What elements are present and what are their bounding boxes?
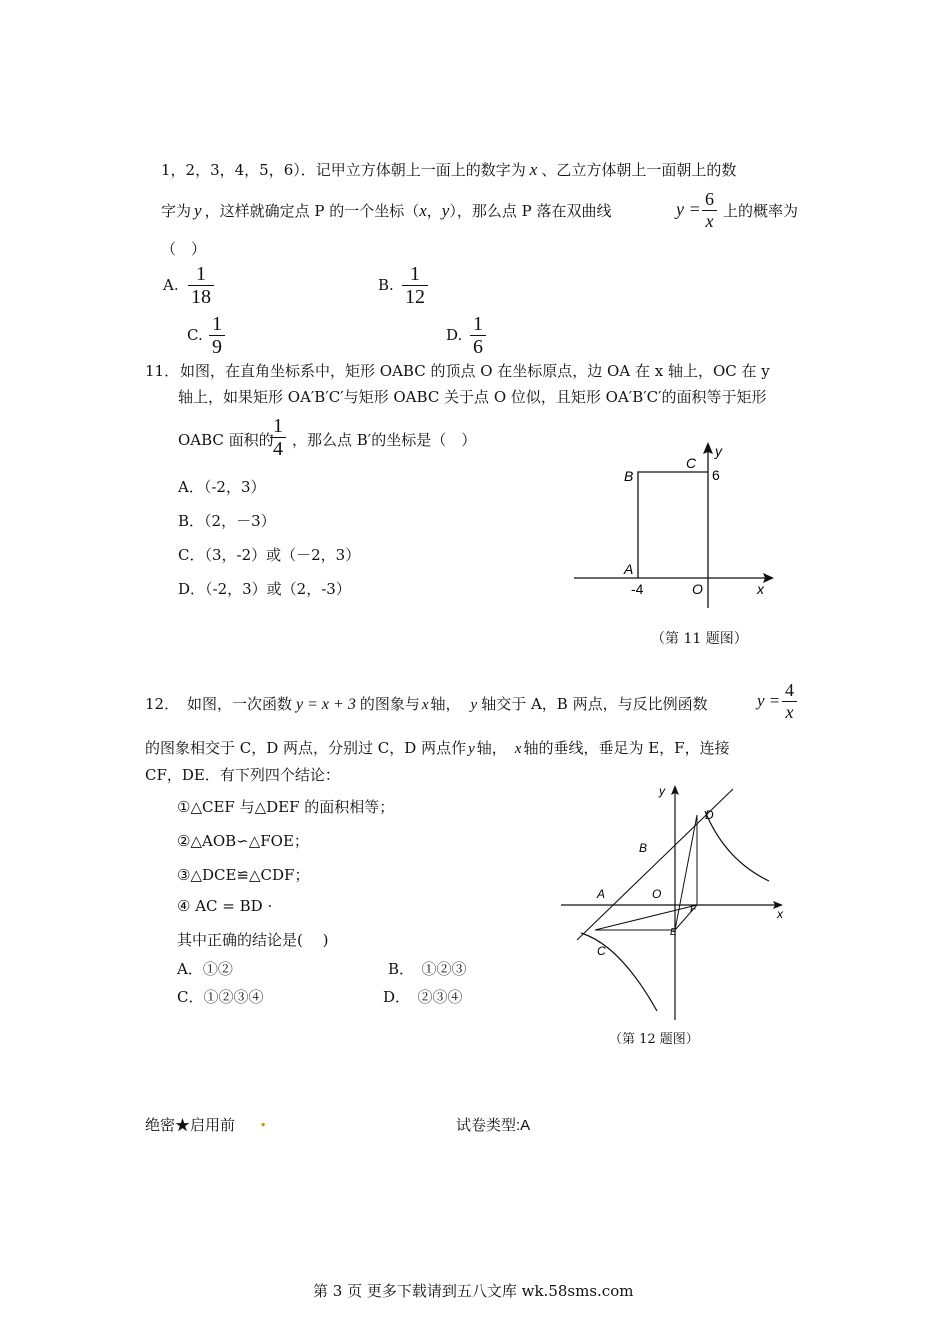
q12-conclusion-3: ③△DCE≌△CDF； bbox=[177, 866, 310, 884]
q11-line1: 如图，在直角坐标系中，矩形 OABC 的顶点 O 在坐标原点，边 OA 在 x 轴上，OC 在 y bbox=[180, 362, 770, 380]
q11-option-c: C．（3，-2）或（－2，3） bbox=[178, 546, 361, 564]
q11-figure bbox=[560, 436, 790, 616]
q12-figure bbox=[555, 775, 795, 1025]
q12-option-b: B． ①②③ bbox=[388, 960, 467, 978]
q11-line3-start: OABC 面积的 bbox=[178, 431, 274, 449]
q12-conclusion-4: ④ AC = BD · bbox=[177, 897, 273, 915]
svg-text:B: B bbox=[624, 468, 634, 484]
q11-option-b: B．（2，－3） bbox=[178, 512, 276, 530]
q12-hyperbola-left bbox=[581, 933, 657, 1011]
q12-prompt: 其中正确的结论是( ) bbox=[177, 931, 329, 949]
q10-line2-end: 上的概率为 bbox=[723, 202, 799, 220]
footer-dot: . bbox=[260, 1110, 267, 1131]
q11-number: 11． bbox=[145, 362, 180, 380]
q11-line3-end: ，那么点 B′的坐标是（ ） bbox=[292, 431, 477, 449]
q12-line3: CF，DE．有下列四个结论： bbox=[145, 766, 340, 784]
q12-option-a: A．①② bbox=[177, 960, 233, 978]
q10-line1: 1，2，3，4，5，6）．记甲立方体朝上一面上的数字为 x 、乙立方体朝上一面朝上的数 bbox=[161, 160, 737, 179]
svg-text:O: O bbox=[652, 887, 662, 901]
var-x: x bbox=[529, 160, 538, 179]
hyperbola-lhs: y = bbox=[676, 199, 701, 219]
svg-text:x: x bbox=[777, 907, 783, 921]
q12-option-c: C．①②③④ bbox=[177, 988, 264, 1006]
q12-hyperbola-right bbox=[705, 811, 769, 881]
q10-option-c-label: C. bbox=[187, 326, 203, 344]
q12-segment-cf bbox=[595, 905, 697, 930]
q12-caption: （第 12 题图） bbox=[609, 1032, 699, 1047]
svg-text:y: y bbox=[659, 784, 665, 798]
q11-option-a: A．（-2，3） bbox=[178, 478, 266, 496]
svg-text:E: E bbox=[670, 927, 677, 938]
q12-number: 12． bbox=[145, 695, 180, 713]
svg-text:-4: -4 bbox=[631, 581, 644, 597]
svg-text:y: y bbox=[715, 443, 722, 459]
q12-conclusion-1: ①△CEF 与△DEF 的面积相等； bbox=[177, 798, 395, 816]
q11-fraction: 1 4 bbox=[270, 415, 286, 460]
q10-line2: 字为 y ，这样就确定点 P 的一个坐标（x，y），那么点 P 落在双曲线 bbox=[161, 201, 612, 220]
q12-line1: 如图，一次函数 y = x + 3 的图象与 x 轴， y 轴交于 A，B 两点，与反比例函数 bbox=[187, 695, 708, 713]
q12-line2: 的图象相交于 C，D 两点，分别过 C，D 两点作 y 轴， x 轴的垂线，垂足为 E，F，连接 bbox=[145, 739, 730, 757]
q10-option-a-label: A. bbox=[163, 276, 179, 294]
q11-caption: （第 11 题图） bbox=[651, 631, 748, 647]
svg-text:B: B bbox=[639, 841, 648, 855]
footer-page-number: 第 3 页 更多下载请到五八文库 wk.58sms.com bbox=[313, 1282, 634, 1300]
svg-text:A: A bbox=[624, 561, 634, 577]
svg-text:F: F bbox=[690, 904, 697, 915]
svg-text:D: D bbox=[705, 808, 714, 822]
q11-line2: 轴上，如果矩形 OA′B′C′与矩形 OABC 关于点 O 位似，且矩形 OA′B′C′的面积等于矩形 bbox=[178, 388, 767, 406]
svg-text:O: O bbox=[692, 581, 703, 597]
svg-text:C: C bbox=[597, 944, 606, 958]
q10-option-d-fraction: 1 6 bbox=[470, 313, 486, 358]
q11-rectangle bbox=[638, 472, 708, 578]
svg-text:C: C bbox=[686, 455, 697, 471]
q10-option-c-fraction: 1 9 bbox=[209, 313, 225, 358]
q10-option-b-label: B. bbox=[378, 276, 394, 294]
q10-option-b-fraction: 1 12 bbox=[402, 263, 428, 308]
footer-exam-type: 试卷类型:A bbox=[456, 1117, 531, 1134]
svg-text:A: A bbox=[597, 887, 606, 901]
q12-conclusion-2: ②△AOB∽△FOE； bbox=[177, 832, 309, 850]
q10-answer-paren: （ ） bbox=[161, 240, 207, 258]
hyperbola-fraction: 6 x bbox=[702, 189, 717, 232]
svg-text:x: x bbox=[757, 581, 764, 597]
q12-option-d: D． ②③④ bbox=[383, 988, 463, 1006]
q12-inverse-lhs: y = bbox=[757, 691, 781, 710]
q11-option-d: D．（-2，3）或（2，-3） bbox=[178, 580, 351, 598]
svg-text:6: 6 bbox=[712, 467, 720, 483]
q10-option-d-label: D. bbox=[446, 326, 463, 344]
footer-secret-mark: 绝密★启用前 bbox=[145, 1116, 236, 1134]
q12-inverse-fraction: 4 x bbox=[782, 680, 797, 723]
q10-option-a-fraction: 1 18 bbox=[188, 263, 214, 308]
